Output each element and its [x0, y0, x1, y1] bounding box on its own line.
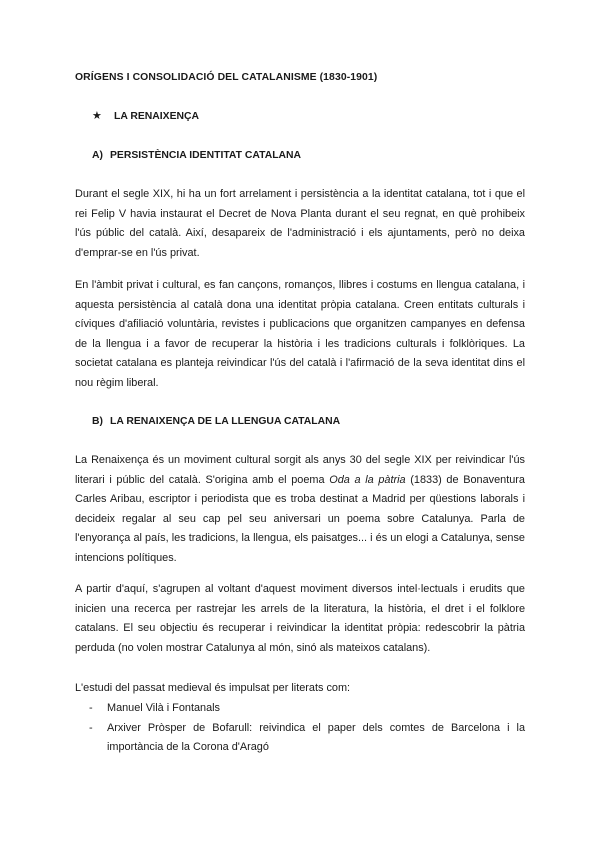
document-title: ORÍGENS I CONSOLIDACIÓ DEL CATALANISME (1830-1901): [75, 72, 378, 83]
subsection-b-title: LA RENAIXENÇA DE LA LLENGUA CATALANA: [110, 416, 341, 427]
list-intro: L'estudi del passat medieval és impulsat per literats com:: [75, 682, 351, 694]
list-item-text: Manuel Vilà i Fontanals: [107, 702, 221, 714]
paragraph-persistencia-1: Durant el segle XIX, hi ha un fort arrelament i persistència a la identitat catalana, tot i que el rei Felip V havia instaurat el Decret de Nova Planta durant el seu regnat, en què prohibeix l'ús públic del català. Així, desapareix de l'administració i els ajuntaments, però no deixa d'emprar-se en l'ús privat.: [75, 188, 525, 259]
list-item: [75, 699, 525, 719]
paragraph-renaixenca-1-end: (1833) de Bonaventura Carles Aribau, escriptor i periodista que es troba destinat a Madrid per qüestions laborals i decideix regalar al seu cap pel seu aniversari un poema sobre Catalunya. Parla de l'enyorança al país, les tradicions, la llengua, els paisatges... i és un elogi a Catalunya, sense intencions polítiques.: [75, 473, 525, 564]
list-dash: -: [89, 702, 93, 714]
paragraph-renaixenca-2: A partir d'aquí, s'agrupen al voltant d'aquest moviment diversos intel·lectuals i erudits que inicien una recerca per rastrejar les arrels de la literatura, la història, el dret i el folklore catalans. El seu objectiu és recuperar i reivindicar la identitat pròpia: redescobrir la pàtria perduda (no volen mostrar Catalunya al món, sinó als mateixos catalans).: [75, 583, 525, 654]
list-dash: -: [89, 721, 93, 734]
poem-title: Oda a la pàtria: [329, 473, 406, 486]
paragraph-renaixenca-1: [75, 451, 525, 568]
subsection-a-marker: A): [92, 150, 103, 161]
section-heading: [92, 107, 199, 127]
list-item: [75, 719, 525, 758]
paragraph-persistencia-2: En l'àmbit privat i cultural, es fan cançons, romanços, llibres i costums en llengua catalana, i aquesta persistència al català dona una identitat pròpia catalana. Creen entitats culturals i cíviques d'afiliació voluntària, revistes i publicacions que organitzen campanyes en defensa de la llengua i a favor de recuperar la història i les tradicions culturals i folklòriques. La societat catalana es planteja reivindicar l'ús del català i l'afirmació de la seva identitat dins el nou règim liberal.: [75, 279, 525, 389]
literats-list: [75, 699, 525, 758]
subsection-b-marker: B): [92, 416, 103, 427]
subsection-a-heading: [92, 146, 301, 166]
subsection-b-heading: [92, 412, 340, 432]
subsection-a-title: PERSISTÈNCIA IDENTITAT CATALANA: [110, 150, 302, 161]
paragraph-renaixenca-1-start: La Renaixença és un moviment cultural sorgit als anys 30 del segle XIX per reivindicar l'ús literari i públic del català. S'origina amb el poema: [75, 454, 525, 486]
list-item-text: Arxiver Pròsper de Bofarull: reivindica el paper dels comtes de Barcelona i la importància de la Corona d'Aragó: [107, 721, 525, 753]
star-icon: ★: [92, 110, 102, 122]
section-heading-text: LA RENAIXENÇA: [114, 111, 200, 122]
